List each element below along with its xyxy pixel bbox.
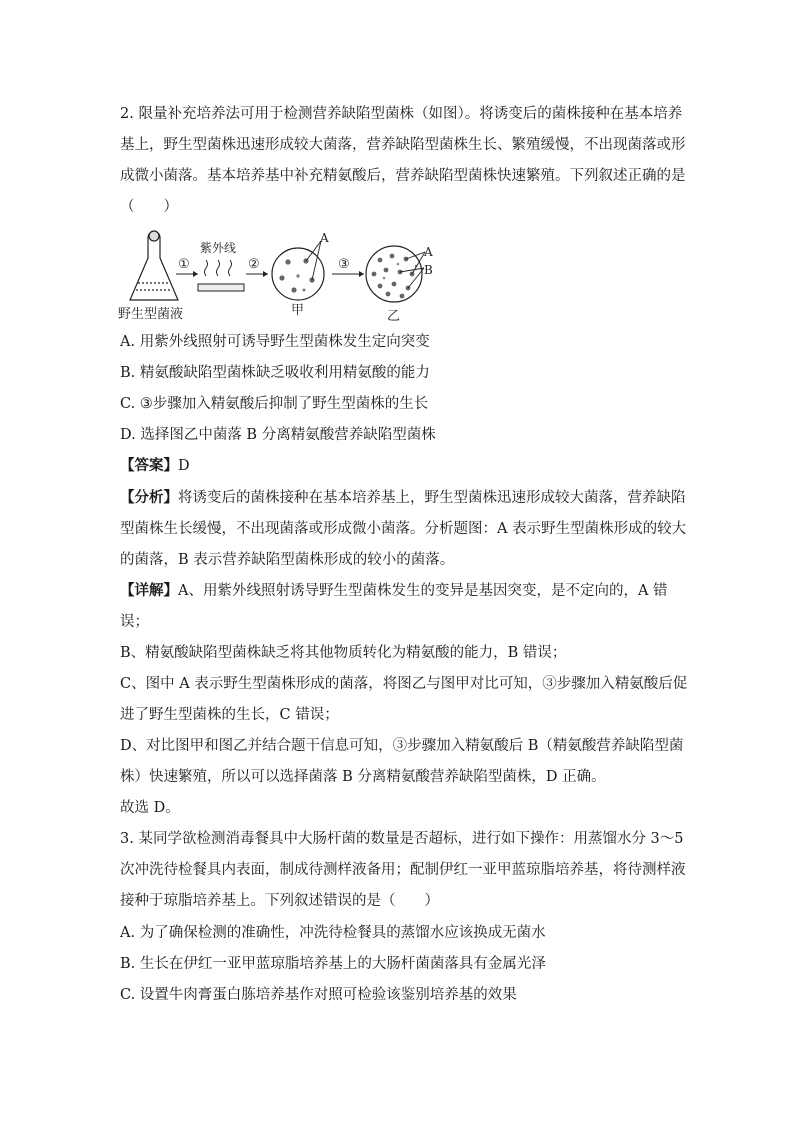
q3-option-b: B. 生长在伊红一亚甲蓝琼脂培养基上的大肠杆菌菌落具有金属光泽 (120, 956, 546, 972)
step-1-label: ① (178, 257, 190, 272)
q2-analysis-line-1: 【分析】将诱变后的菌株接种在基本培养基上，野生型菌株迅速形成较大菌落，营养缺陷 (120, 489, 686, 506)
q2-analysis-line-3: 的菌落，B 表示营养缺陷型菌株形成的较小的菌落。 (120, 552, 455, 568)
q2-stem-line-1: 2. 限量补充培养法可用于检测营养缺陷型菌株（如图）。将诱变后的菌株接种在基本培养 (120, 106, 683, 122)
q2-answer (120, 456, 680, 476)
q3-option-a: A. 为了确保检测的准确性，冲洗待检餐具的蒸馏水应该换成无菌水 (120, 925, 546, 941)
label-a-plate-2: A (424, 245, 433, 259)
plate-jia (272, 241, 324, 300)
uv-rays-icon (205, 260, 232, 276)
q2-detail-line-5: 进了野生型菌株的生长，C 错误； (120, 707, 339, 723)
q2-detail-line-1: 【详解】A、用紫外线照射诱导野生型菌株发生的变异是基因突变，是不定向的，A 错 (120, 582, 668, 599)
q2-detail-line-8: 故选 D。 (120, 800, 180, 816)
q2-stem-line-3: 成微小菌落。基本培养基中补充精氨酸后，营养缺陷型菌株快速繁殖。下列叙述正确的是 (120, 168, 686, 184)
q3-stem-line-1: 3. 某同学欲检测消毒餐具中大肠杆菌的数量是否超标，进行如下操作：用蒸馏水分 3～5 (120, 831, 684, 847)
q2-detail-line-3: B、精氨酸缺陷型菌株缺乏将其他物质转化为精氨酸的能力，B 错误； (120, 645, 567, 661)
q2-detail-line-2: 误； (120, 614, 149, 630)
q2-option-a: A. 用紫外线照射可诱导野生型菌株发生定向突变 (120, 334, 430, 350)
plate-yi (366, 246, 425, 302)
q2-detail-line-6: D、对比图甲和图乙并结合题干信息可知，③步骤加入精氨酸后 B（精氨酸营养缺陷型菌 (120, 738, 684, 754)
q2-stem-line-2: 基上，野生型菌株迅速形成较大菌落，营养缺陷型菌株生长、繁殖缓慢，不出现菌落或形 (120, 137, 686, 153)
q3-option-c: C. 设置牛肉膏蛋白胨培养基作对照可检验该鉴别培养基的效果 (120, 987, 517, 1003)
uv-label: 紫外线 (200, 241, 237, 255)
flask-icon (130, 231, 178, 300)
answer-tag: 【答案】 (120, 457, 178, 474)
petri-dish-open (198, 284, 244, 291)
q3-stem-line-2: 次冲洗待检餐具内表面，制成待测样液备用；配制伊红一亚甲蓝琼脂培养基，将待测样液 (120, 862, 686, 878)
label-a-plate-1: A (320, 231, 329, 245)
q2-detail-line-7: 株）快速繁殖，所以可以选择菌落 B 分离精氨酸营养缺陷型菌株，D 正确。 (120, 769, 606, 785)
flask-label: 野生型菌液 (118, 307, 184, 322)
q2-option-c: C. ③步骤加入精氨酸后抑制了野生型菌株的生长 (120, 396, 429, 412)
q3-stem-line-3: 接种于琼脂培养基上。下列叙述错误的是（ ） (120, 893, 439, 909)
q2-analysis-line-2: 型菌株生长缓慢，不出现菌落或形成微小菌落。分析题图：A 表示野生型菌株形成的较大 (120, 521, 687, 537)
plate-jia-label: 甲 (291, 303, 305, 318)
step-2-label: ② (248, 257, 260, 272)
detail-tag: 【详解】 (120, 582, 178, 599)
analysis-tag: 【分析】 (120, 489, 178, 506)
q2-option-b: B. 精氨酸缺陷型菌株缺乏吸收利用精氨酸的能力 (120, 365, 430, 381)
plate-yi-label: 乙 (387, 309, 401, 324)
q2-option-d: D. 选择图乙中菌落 B 分离精氨酸营养缺陷型菌株 (120, 427, 436, 443)
q2-detail-line-4: C、图中 A 表示野生型菌株形成的菌落，将图乙与图甲对比可知，③步骤加入精氨酸后促 (120, 676, 688, 692)
q2-figure (118, 228, 458, 328)
label-b-plate-2: B (424, 263, 433, 277)
step-3-label: ③ (338, 257, 350, 272)
answer-value: D (178, 458, 190, 474)
q2-stem-line-4: （ ） (120, 199, 178, 215)
